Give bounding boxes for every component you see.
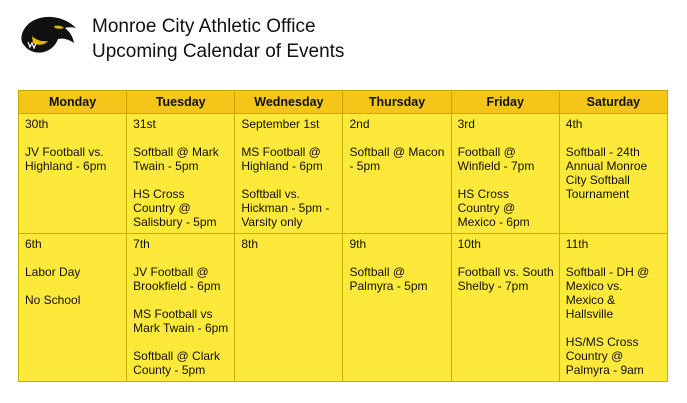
event-entry: HS Cross Country @ Mexico - 6pm <box>457 187 530 229</box>
day-cell <box>19 114 127 234</box>
day-cell <box>451 114 559 234</box>
office-title: Monroe City Athletic Office <box>92 16 316 37</box>
day-date: 31st <box>133 117 156 131</box>
day-date: 6th <box>25 237 42 251</box>
weekday-header: Tuesday <box>127 91 235 114</box>
day-date: 30th <box>25 117 49 131</box>
day-date: 9th <box>349 237 367 251</box>
day-cell <box>559 234 667 382</box>
day-date: 7th <box>133 237 150 251</box>
day-date: 8th <box>241 237 258 251</box>
event-entry: JV Football vs. Highland - 6pm <box>25 145 107 173</box>
event-entry: JV Football @ Brookfield - 6pm <box>133 265 221 293</box>
weekday-header: Wednesday <box>235 91 343 114</box>
event-entry: HS Cross Country @ Salisbury - 5pm <box>133 187 217 229</box>
event-entry: MS Football vs Mark Twain - 6pm <box>133 307 229 335</box>
calendar-body <box>19 114 668 382</box>
day-date: 3rd <box>457 117 475 131</box>
event-entry: Softball - DH @ Mexico vs. Mexico & Hallsville <box>565 265 650 321</box>
weekday-header: Monday <box>19 91 127 114</box>
event-entry: Softball vs. Hickman - 5pm - Varsity only <box>241 187 330 229</box>
day-cell <box>235 234 343 382</box>
event-entry: HS/MS Cross Country @ Palmyra - 9am <box>565 335 644 377</box>
day-cell <box>127 234 235 382</box>
weekday-header-row <box>19 91 668 114</box>
day-cell <box>559 114 667 234</box>
day-date: 4th <box>565 117 583 131</box>
event-entry: Labor Day <box>25 265 81 279</box>
day-date: 2nd <box>349 117 370 131</box>
day-cell <box>343 114 451 234</box>
event-entry: Softball - 24th Annual Monroe City Softball Tournament <box>565 145 648 201</box>
day-date: 10th <box>457 237 481 251</box>
event-entry: No School <box>25 293 81 307</box>
event-entry: Softball @ Macon - 5pm <box>349 145 445 173</box>
header <box>18 12 344 64</box>
day-cell <box>19 234 127 382</box>
event-entry: MS Football @ Highland - 6pm <box>241 145 323 173</box>
weekday-header: Friday <box>451 91 559 114</box>
weekday-header: Thursday <box>343 91 451 114</box>
week-row <box>19 234 668 382</box>
day-cell <box>451 234 559 382</box>
event-entry: Softball @ Palmyra - 5pm <box>349 265 428 293</box>
event-entry: Softball @ Mark Twain - 5pm <box>133 145 219 173</box>
event-entry: Football vs. South Shelby - 7pm <box>457 265 554 293</box>
day-cell <box>127 114 235 234</box>
weekday-header: Saturday <box>559 91 667 114</box>
event-entry: Football @ Winfield - 7pm <box>457 145 535 173</box>
day-date: 11th <box>565 237 589 251</box>
day-date: September 1st <box>241 117 320 131</box>
week-row <box>19 114 668 234</box>
calendar-subtitle: Upcoming Calendar of Events <box>92 41 345 62</box>
day-cell <box>235 114 343 234</box>
event-entry: Softball @ Clark County - 5pm <box>133 349 221 377</box>
events-calendar <box>18 90 668 382</box>
header-titles <box>92 12 344 64</box>
panther-head-icon <box>18 12 80 56</box>
day-cell <box>343 234 451 382</box>
